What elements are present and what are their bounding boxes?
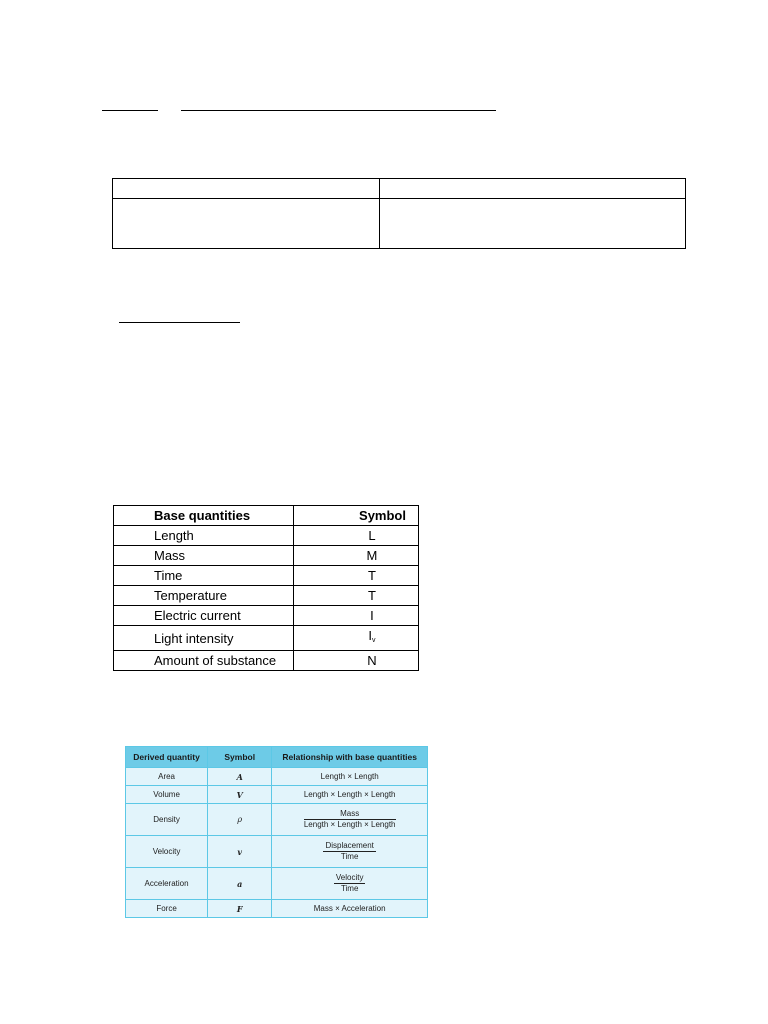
quantity-cell: Temperature	[114, 586, 294, 606]
symbol-cell: N	[293, 651, 418, 671]
empty-answer-table	[112, 178, 686, 249]
symbol-cell: a	[208, 868, 272, 900]
derived-quantities-table	[125, 746, 428, 918]
symbol-cell: L	[293, 526, 418, 546]
symbol-cell	[293, 626, 418, 651]
base-quantities-table	[113, 505, 419, 671]
quantity-cell: Area	[126, 768, 208, 786]
fraction-denominator: Time	[340, 884, 359, 893]
header-symbol: Symbol	[293, 506, 418, 526]
symbol-cell: V	[208, 786, 272, 804]
symbol-cell: I	[293, 606, 418, 626]
quantity-cell: Length	[114, 526, 294, 546]
quantity-cell: Volume	[126, 786, 208, 804]
table-row	[126, 868, 428, 900]
table-row	[126, 900, 428, 918]
symbol-cell: M	[293, 546, 418, 566]
table-header-row	[114, 506, 419, 526]
symbol-cell: F	[208, 900, 272, 918]
table-row	[114, 546, 419, 566]
table-row	[114, 566, 419, 586]
header-relationship: Relationship with base quantities	[272, 747, 428, 768]
quantity-cell: Force	[126, 900, 208, 918]
symbol-cell: A	[208, 768, 272, 786]
quantity-cell: Acceleration	[126, 868, 208, 900]
quantity-cell: Amount of substance	[114, 651, 294, 671]
relationship-cell: Mass × Acceleration	[272, 900, 428, 918]
quantity-cell: Electric current	[114, 606, 294, 626]
fraction-numerator: Displacement	[325, 841, 374, 850]
fraction-numerator: Velocity	[335, 873, 364, 882]
fraction	[334, 873, 366, 894]
section-heading-line	[119, 322, 240, 323]
quantity-cell: Velocity	[126, 836, 208, 868]
table-header-row	[126, 747, 428, 768]
symbol-cell: T	[293, 586, 418, 606]
quantity-cell: Density	[126, 804, 208, 836]
relationship-cell: Length × Length × Length	[272, 786, 428, 804]
table-row	[114, 606, 419, 626]
fraction	[304, 809, 396, 830]
header-derived-quantity: Derived quantity	[126, 747, 208, 768]
empty-cell	[113, 179, 380, 199]
fraction	[323, 841, 375, 862]
empty-cell	[380, 199, 686, 249]
symbol-cell: ρ	[208, 804, 272, 836]
quantity-cell: Mass	[114, 546, 294, 566]
table-row	[126, 786, 428, 804]
empty-cell	[113, 199, 380, 249]
fraction-denominator: Length × Length × Length	[303, 820, 396, 829]
relationship-cell	[272, 868, 428, 900]
blank-line-long	[181, 110, 496, 111]
table-row	[126, 836, 428, 868]
table-row	[126, 768, 428, 786]
symbol-main: I	[368, 628, 372, 643]
empty-cell	[380, 179, 686, 199]
symbol-cell: v	[208, 836, 272, 868]
table-row	[114, 626, 419, 651]
relationship-cell	[272, 804, 428, 836]
header-symbol: Symbol	[208, 747, 272, 768]
symbol-subscript: v	[372, 637, 376, 644]
table-row	[114, 651, 419, 671]
fraction-numerator: Mass	[304, 809, 396, 820]
blank-line-short	[102, 110, 158, 111]
symbol-cell: T	[293, 566, 418, 586]
header-base-quantities: Base quantities	[114, 506, 294, 526]
table-row	[114, 526, 419, 546]
fraction-denominator: Time	[340, 852, 359, 861]
table-row	[114, 586, 419, 606]
relationship-cell: Length × Length	[272, 768, 428, 786]
relationship-cell	[272, 836, 428, 868]
quantity-cell: Time	[114, 566, 294, 586]
table-row	[126, 804, 428, 836]
quantity-cell: Light intensity	[114, 626, 294, 651]
